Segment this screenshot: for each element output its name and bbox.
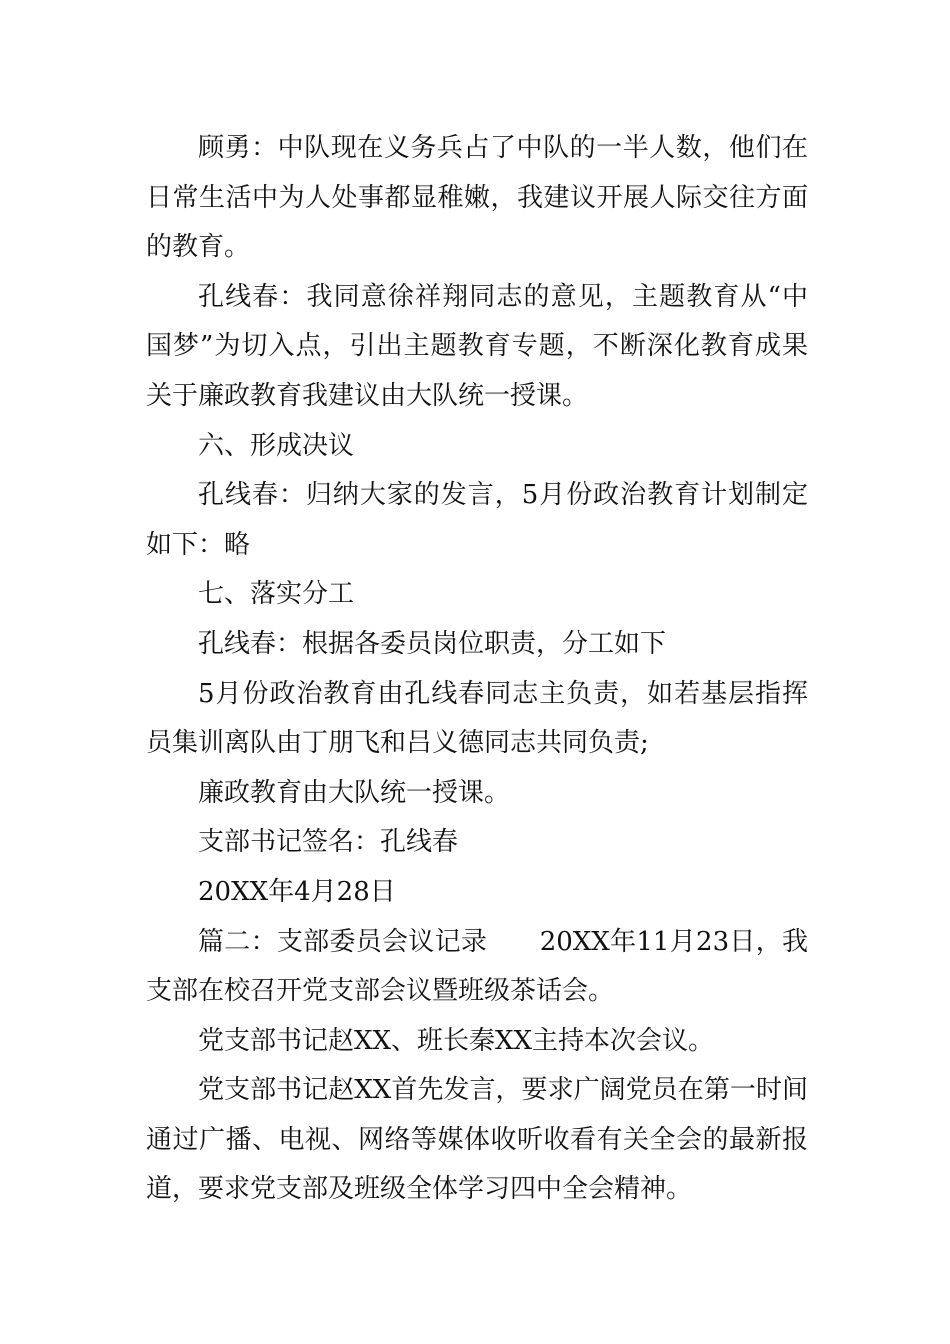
paragraph-kong-speech-agree: 孔线春：我同意徐祥翔同志的意见，主题教育从“中国梦”为切入点，引出主题教育专题，不断深化教育成果关于廉政教育我建议由大队统一授课。 <box>146 281 808 411</box>
section-heading-assignment: 七、落实分工 <box>198 579 355 610</box>
paragraph-kong-resolution: 孔线春：归纳大家的发言，5月份政治教育计划制定如下：略 <box>146 480 808 560</box>
paragraph-secretary-speech: 党支部书记赵XX首先发言，要求广阔党员在第一时间通过广播、电视、网络等媒体收听收看有关全会的最新报道，要求党支部及班级全体学习四中全会精神。 <box>146 1075 808 1205</box>
document-body <box>146 124 808 1215</box>
paragraph-kong-assignment: 孔线春：根据各委员岗位职责，分工如下 <box>198 628 667 659</box>
section-heading-resolution: 六、形成决议 <box>198 430 355 461</box>
paragraph-integrity-education: 廉政教育由大队统一授课。 <box>198 777 511 808</box>
signature-line: 支部书记签名：孔线春 <box>198 827 459 858</box>
paragraph-guyong-speech: 顾勇：中队现在义务兵占了中队的一半人数，他们在日常生活中为人处事都显稚嫩，我建议开展人际交往方面的教育。 <box>146 133 808 263</box>
paragraph-assignment-detail: 5月份政治教育由孔线春同志主负责，如若基层指挥员集训离队由丁朋飞和吕义德同志共同负责; <box>146 678 808 759</box>
date-line: 20XX年4月28日 <box>198 876 396 907</box>
paragraph-part-two-intro: 篇二：支部委员会议记录 20XX年11月23日，我支部在校召开党支部会议暨班级茶话会。 <box>146 926 808 1007</box>
paragraph-meeting-hosts: 党支部书记赵XX、班长秦XX主持本次会议。 <box>198 1025 715 1056</box>
